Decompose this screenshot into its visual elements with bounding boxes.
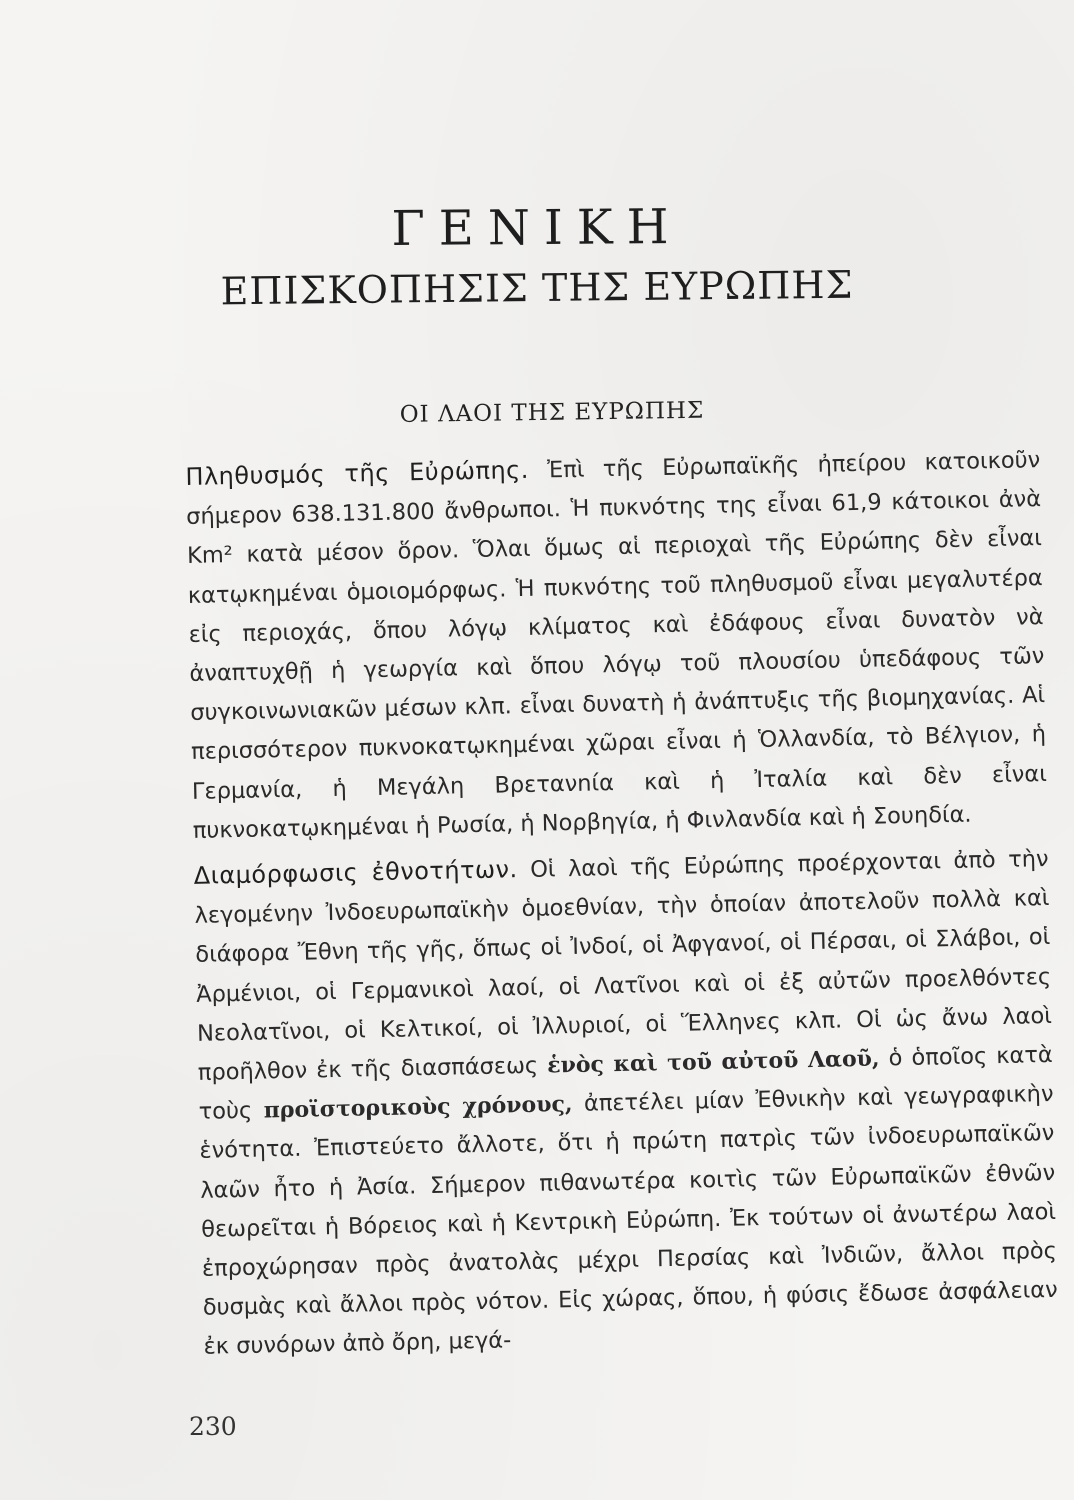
- bold-phrase-prehistoric: προϊστορικοὺς χρόνους,: [263, 1091, 573, 1124]
- page-number: 230: [189, 1412, 237, 1441]
- chapter-title: ΓΕΝΙΚΗ: [391, 198, 683, 258]
- paragraph-population: [185, 440, 1048, 851]
- paragraph-lead-population: Πληθυσμός τῆς Εὐρώπης.: [185, 455, 530, 491]
- body-text: [185, 440, 1059, 1373]
- paragraph-ethnicities: [193, 839, 1059, 1367]
- paragraph-text-ethnicities-c: ἀπετέλει μίαν Ἐθνικὴν καὶ γεωγραφικὴν ἑνότητα. Ἐπιστεύετο ἄλλοτε, ὅτι ἡ πρώτη πατρὶς τῶν ἰνδοευρωπαϊκῶν λαῶν ἦτο ἡ Ἀσία. Σήμερον πιθανωτέρα κοιτὶς τῶν Εὐρωπαϊκῶν ἐθνῶν θεωρεῖται ἡ Βόρειος καὶ ἡ Κεντρικὴ Εὐρώπη. Ἐκ τούτων οἱ ἀνωτέρω λαοὶ ἐπροχώρησαν πρὸς ἀνατολὰς μέχρι Περσίας καὶ Ἰνδιῶν, ἄλλοι πρὸς δυσμὰς καὶ ἄλλοι πρὸς νότον. Εἰς χώρας, ὅπου, ἡ φύσις ἔδωσε ἀσφάλειαν ἐκ συνόρων ἀπὸ ὄρη, μεγά-: [199, 1081, 1058, 1361]
- paragraph-lead-ethnicities: Διαμόρφωσις ἐθνοτήτων.: [193, 855, 518, 890]
- paragraph-text-population: Ἐπὶ τῆς Εὐρωπαϊκῆς ἠπείρου κατοικοῦν σήμερον 638.131.800 ἄνθρωποι. Ἡ πυκνότης της εἶναι 61,9 κάτοικοι ἀνὰ Km² κατὰ μέσον ὅρον. Ὅλαι ὅμως αἱ περιοχαὶ τῆς Εὐρώπης δὲν εἶναι κατῳκημέναι ὁμοιομόρφως. Ἡ πυκνότης τοῦ πληθυσμοῦ εἶναι μεγαλυτέρα εἰς περιοχάς, ὅπου λόγῳ κλίματος καὶ ἐδάφους εἶναι δυνατὸν νὰ ἀναπτυχθῇ ἡ γεωργία καὶ ὅπου λόγῳ τοῦ πλουσίου ὑπεδάφους τῶν συγκοινωνιακῶν μέσων κλπ. εἶναι δυνατὴ ἡ ἀνάπτυξις τῆς βιομηχανίας. Αἱ περισσότερον πυκνοκατῳκημέναι χῶραι εἶναι ἡ Ὁλλανδία, τὸ Βέλγιον, ἡ Γερμανία, ἡ Μεγάλη Βρετανnία καὶ ἡ Ἰταλία καὶ δὲν εἶναι πυκνοκατῳκημέναι ἡ Ρωσία, ἡ Νορβηγία, ἡ Φινλανδία καὶ ἡ Σουηδία.: [185, 447, 1048, 844]
- paragraph-text-ethnicities-b: ὁ ὁποῖος κατὰ τοὺς: [198, 1042, 1053, 1126]
- chapter-subtitle: ΕΠΙΣΚΟΠΗΣΙΣ ΤΗΣ ΕΥΡΩΠΗΣ: [220, 262, 854, 314]
- paragraph-text-ethnicities-a: Οἱ λαοὶ τῆς Εὐρώπης προέρχονται ἀπὸ τὴν λεγομένην Ἰνδοευρωπαϊκὴν ὁμοεθνίαν, τὴν ὁποίαν ἀποτελοῦν πολλὰ καὶ διάφορα Ἔθνη τῆς γῆς, ὅπως οἱ Ἰνδοί, οἱ Ἀφγανοί, οἱ Πέρσαι, οἱ Σλάβοι, οἱ Ἀρμένιοι, οἱ Γερμανικοὶ λαοί, οἱ Λατῖνοι καὶ οἱ ἐξ αὐτῶν προελθόντες Νεολατῖνοι, οἱ Κελτικοί, οἱ Ἰλλυριοί, οἱ Ἕλληνες κλπ. Οἱ ὡς ἄνω λαοὶ προῆλθον ἐκ τῆς διασπάσεως: [194, 846, 1053, 1086]
- bold-phrase-one-people: ἑνὸς καὶ τοῦ αὐτοῦ Λαοῦ,: [546, 1045, 880, 1079]
- section-heading: ΟΙ ΛΑΟΙ ΤΗΣ ΕΥΡΩΠΗΣ: [399, 397, 705, 428]
